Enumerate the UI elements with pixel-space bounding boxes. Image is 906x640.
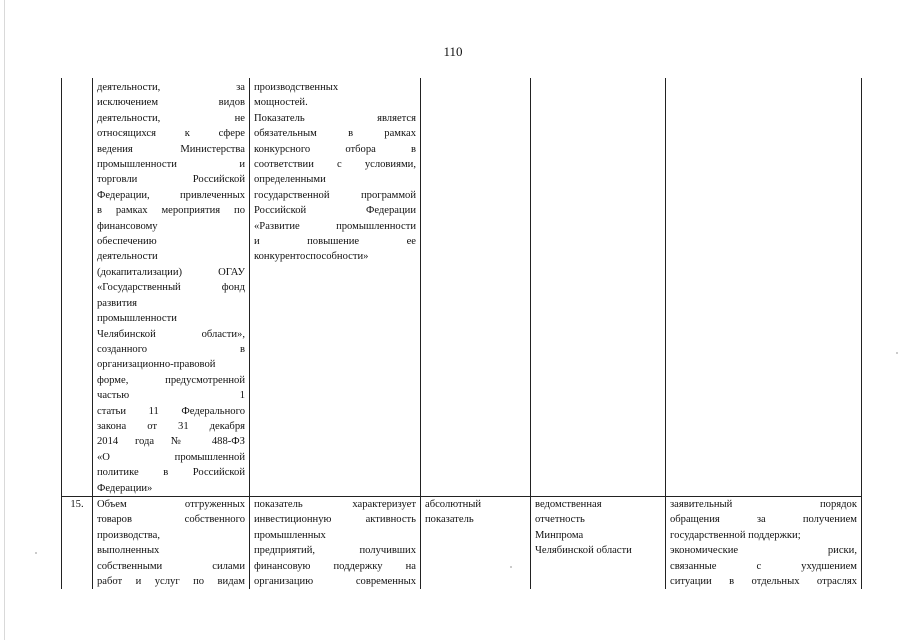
text-line: созданного в <box>97 343 245 355</box>
indicator-type-cell <box>421 496 531 589</box>
text-line: конкурсного отбора в <box>254 143 416 155</box>
text-line: (докапитализации) ОГАУ <box>97 266 245 278</box>
text-line: закона от 31 декабря <box>97 420 245 432</box>
indicator-type-text <box>425 497 526 528</box>
text-line: «Государственный фонд <box>97 282 245 294</box>
text-line: собственными силами <box>97 560 245 572</box>
text-line: ситуации в отдельных отраслях <box>670 576 857 587</box>
scan-left-edge-line <box>4 0 5 640</box>
indicator-description-text <box>254 497 416 589</box>
text-line: соответствии с условиями, <box>254 159 416 171</box>
text-line: финансовому <box>97 220 158 232</box>
text-line: мощностей. <box>254 97 308 109</box>
text-line: обязательным в рамках <box>254 128 416 140</box>
text-line: производства, <box>97 529 160 541</box>
text-line: Минпрома <box>535 529 584 541</box>
scan-speck <box>35 552 37 554</box>
table-row <box>62 496 862 589</box>
text-line: предприятий, получивших <box>254 545 416 557</box>
text-line: инвестиционную активность <box>254 514 416 526</box>
text-line: обеспечению <box>97 236 157 248</box>
text-line: деятельности <box>97 251 158 263</box>
text-line: товаров собственного <box>97 514 245 526</box>
text-line: показатель <box>425 514 474 526</box>
text-line: ведения Министерства <box>97 143 245 155</box>
text-line: деятельности, за <box>97 82 245 93</box>
risks-text <box>670 497 857 589</box>
text-line: форме, предусмотренной <box>97 374 245 386</box>
text-line: статьи 11 Федерального <box>97 405 245 417</box>
scan-speck <box>896 352 898 354</box>
text-line: финансовую поддержку на <box>254 560 416 572</box>
row-number-cell <box>62 496 93 589</box>
risks-cell <box>666 496 862 589</box>
text-line: «Развитие промышленности <box>254 220 416 232</box>
text-line: Объем отгруженных <box>97 498 245 510</box>
text-line: отчетность <box>535 514 585 526</box>
text-line: показатель характеризует <box>254 498 416 510</box>
text-line: деятельности, не <box>97 112 245 124</box>
text-line: Челябинской области», <box>97 328 245 340</box>
indicator-description-text <box>254 80 416 265</box>
text-line: Федерации» <box>97 482 153 494</box>
text-line: 2014 года № 488-ФЗ <box>97 436 245 448</box>
indicators-table <box>61 78 862 589</box>
indicator-name-text <box>97 80 245 496</box>
text-line: промышленности и <box>97 159 245 171</box>
indicator-name-cell <box>93 78 250 496</box>
text-line: политике в Российской <box>97 467 245 479</box>
text-line: «О промышленной <box>97 451 245 463</box>
text-line: работ и услуг по видам <box>97 576 245 587</box>
table-row <box>62 78 862 496</box>
text-line: обращения за получением <box>670 514 857 526</box>
data-source-text <box>535 497 661 559</box>
text-line: заявительный порядок <box>670 498 857 510</box>
text-line: ведомственная <box>535 498 602 510</box>
text-line: Российской Федерации <box>254 205 416 217</box>
text-line: организационно-правовой <box>97 359 216 371</box>
text-line: определенными <box>254 174 326 186</box>
indicator-type-cell <box>421 78 531 496</box>
page-number: 110 <box>443 44 463 59</box>
text-line: торговли Российской <box>97 174 245 186</box>
indicator-name-text <box>97 497 245 589</box>
indicator-description-cell <box>250 496 421 589</box>
text-line: промышленных <box>254 529 326 541</box>
text-line: конкурентоспособности» <box>254 251 369 263</box>
text-line: и повышение ее <box>254 236 416 248</box>
data-source-cell <box>531 496 666 589</box>
text-line: организацию современных <box>254 576 416 587</box>
text-line: частью 1 <box>97 390 245 402</box>
text-line: экономические риски, <box>670 545 857 557</box>
text-line: государственной программой <box>254 189 416 201</box>
text-line: выполненных <box>97 545 160 557</box>
text-line: промышленности <box>97 313 177 325</box>
indicator-description-cell <box>250 78 421 496</box>
text-line: развития <box>97 297 138 309</box>
text-line: относящихся к сфере <box>97 128 245 140</box>
text-line: Показатель является <box>254 112 416 124</box>
text-line: производственных <box>254 82 339 93</box>
row-number: 15. <box>70 498 84 510</box>
text-line: связанные с ухудшением <box>670 560 857 572</box>
text-line: абсолютный <box>425 498 482 510</box>
text-line: в рамках мероприятия по <box>97 205 245 217</box>
row-number-cell <box>62 78 93 496</box>
text-line: исключением видов <box>97 97 245 109</box>
text-line: государственной поддержки; <box>670 529 801 541</box>
text-line: Челябинской области <box>535 545 632 557</box>
indicator-name-cell <box>93 496 250 589</box>
risks-cell <box>666 78 862 496</box>
data-source-cell <box>531 78 666 496</box>
text-line: Федерации, привлеченных <box>97 189 245 201</box>
